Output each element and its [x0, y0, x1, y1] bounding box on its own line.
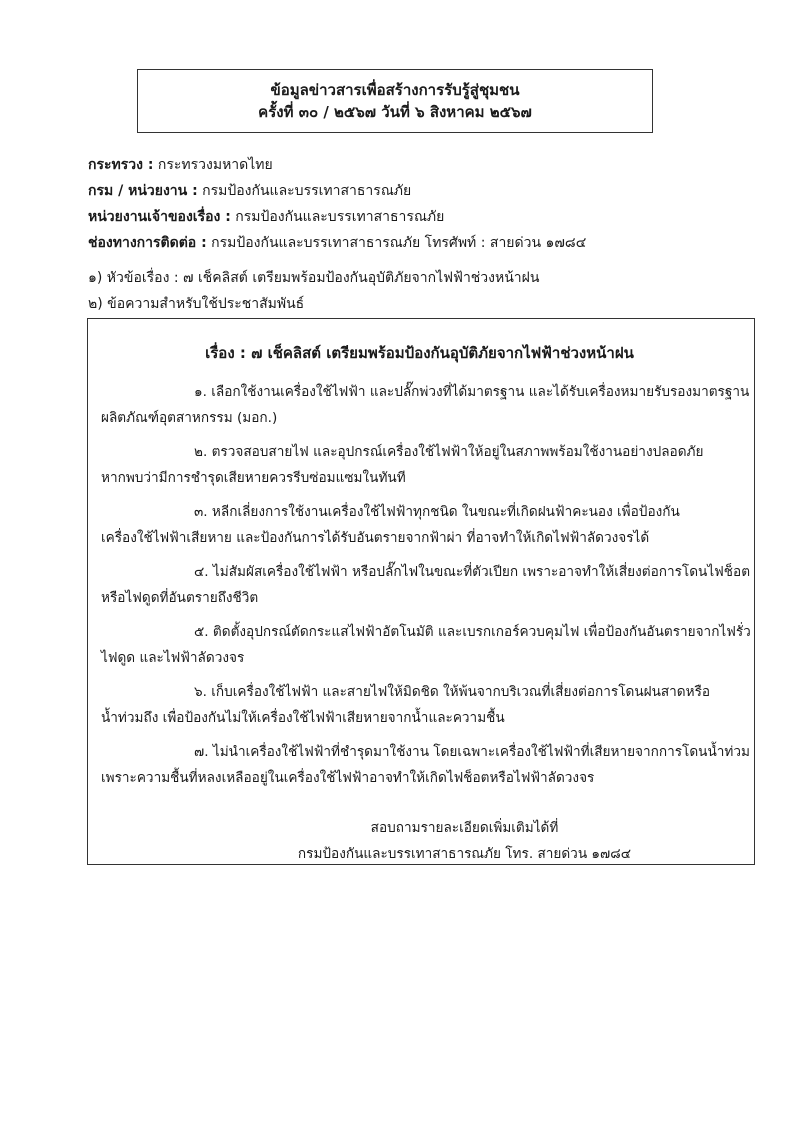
header-subtitle: ครั้งที่ ๓๐ / ๒๕๖๗ วันที่ ๖ สิงหาคม ๒๕๖๗	[258, 103, 532, 121]
checklist-item-line1: ๕. ติดตั้งอุปกรณ์ตัดกระแสไฟฟ้าอัตโนมัติ และเบรกเกอร์ควบคุมไฟ เพื่อป้องกันอันตรายจากไฟรั่ว	[194, 624, 751, 640]
checklist-item-line1: ๖. เก็บเครื่องใช้ไฟฟ้า และสายไฟให้มิดชิด ให้พ้นจากบริเวณที่เสี่ยงต่อการโดนฝนสาดหรือ	[194, 684, 711, 700]
item-message: ๒) ข้อความสำหรับใช้ประชาสัมพันธ์	[88, 296, 305, 312]
checklist-item-line2: หากพบว่ามีการชำรุดเสียหายควรรีบซ่อมแซมในทันที	[101, 470, 406, 486]
info-owner	[88, 204, 728, 230]
checklist-item-line1: ๔. ไม่สัมผัสเครื่องใช้ไฟฟ้า หรือปลั๊กไฟในขณะที่ตัวเปียก เพราะอาจทำให้เสี่ยงต่อการโดนไฟช็อต	[194, 564, 751, 580]
department-label: กรม / หน่วยงาน :	[88, 183, 198, 199]
info-ministry	[88, 152, 728, 178]
ministry-label: กระทรวง :	[88, 157, 154, 173]
checklist-item-line1: ๒. ตรวจสอบสายไฟ และอุปกรณ์เครื่องใช้ไฟฟ้าให้อยู่ในสภาพพร้อมใช้งานอย่างปลอดภัย	[194, 444, 704, 460]
checklist-item-line2: เครื่องใช้ไฟฟ้าเสียหาย และป้องกันการได้รับอันตรายจากฟ้าผ่า ที่อาจทำให้เกิดไฟฟ้าลัดวงจรได้	[101, 530, 650, 546]
checklist-item-line2: เพราะความชื้นที่หลงเหลืออยู่ในเครื่องใช้ไฟฟ้าอาจทำให้เกิดไฟช็อตหรือไฟฟ้าลัดวงจร	[101, 770, 595, 786]
contact-label: ช่องทางการติดต่อ :	[88, 235, 207, 251]
department-value: กรมป้องกันและบรรเทาสาธารณภัย	[202, 183, 412, 199]
content-box	[87, 318, 755, 865]
info-department	[88, 178, 728, 204]
content-topic: เรื่อง : ๗ เช็คลิสต์ เตรียมพร้อมป้องกันอุบัติภัยจากไฟฟ้าช่วงหน้าฝน	[205, 344, 634, 362]
info-section	[88, 152, 728, 256]
info-contact	[88, 230, 728, 256]
contact-line1: สอบถามรายละเอียดเพิ่มเติมได้ที่	[370, 820, 559, 836]
checklist-item-line2: ไฟดูด และไฟฟ้าลัดวงจร	[101, 650, 245, 666]
checklist-item	[101, 379, 750, 431]
checklist-item-line1: ๗. ไม่นำเครื่องใช้ไฟฟ้าที่ชำรุดมาใช้งาน โดยเฉพาะเครื่องใช้ไฟฟ้าที่เสียหายจากการโดนน้ำท่วม	[194, 744, 750, 760]
contact-line2: กรมป้องกันและบรรเทาสาธารณภัย โทร. สายด่วน ๑๗๘๔	[297, 846, 632, 862]
checklist-item-line2: ผลิตภัณฑ์อุตสาหกรรม (มอก.)	[101, 410, 278, 426]
ministry-value: กระทรวงมหาดไทย	[157, 157, 273, 173]
checklist-item-line1: ๑. เลือกใช้งานเครื่องใช้ไฟฟ้า และปลั๊กพ่วงที่ได้มาตรฐาน และได้รับเครื่องหมายรับรองมาตรฐาน	[194, 384, 750, 400]
header-title: ข้อมูลข่าวสารเพื่อสร้างการรับรู้สู่ชุมชน	[270, 81, 520, 99]
checklist-item	[101, 679, 738, 731]
header-box	[137, 69, 653, 133]
item-topic: ๑) หัวข้อเรื่อง : ๗ เช็คลิสต์ เตรียมพร้อมป้องกันอุบัติภัยจากไฟฟ้าช่วงหน้าฝน	[88, 270, 540, 286]
checklist-item	[101, 739, 750, 791]
checklist-item	[101, 619, 751, 671]
contact-value: กรมป้องกันและบรรเทาสาธารณภัย โทรศัพท์ : สายด่วน ๑๗๘๔	[211, 235, 587, 251]
checklist-item	[101, 439, 738, 491]
items-section	[88, 265, 748, 317]
checklist-item-line2: น้ำท่วมถึง เพื่อป้องกันไม่ให้เครื่องใช้ไฟฟ้าเสียหายจากน้ำและความชื้น	[101, 710, 505, 726]
checklist-item-line2: หรือไฟดูดที่อันตรายถึงชีวิต	[101, 590, 259, 606]
checklist-item-line1: ๓. หลีกเลี่ยงการใช้งานเครื่องใช้ไฟฟ้าทุกชนิด ในขณะที่เกิดฝนฟ้าคะนอง เพื่อป้องกัน	[194, 504, 680, 520]
checklist-item	[101, 559, 751, 611]
contact-block	[191, 815, 738, 867]
checklist-item	[101, 499, 738, 551]
owner-label: หน่วยงานเจ้าของเรื่อง :	[88, 209, 231, 225]
owner-value: กรมป้องกันและบรรเทาสาธารณภัย	[235, 209, 445, 225]
